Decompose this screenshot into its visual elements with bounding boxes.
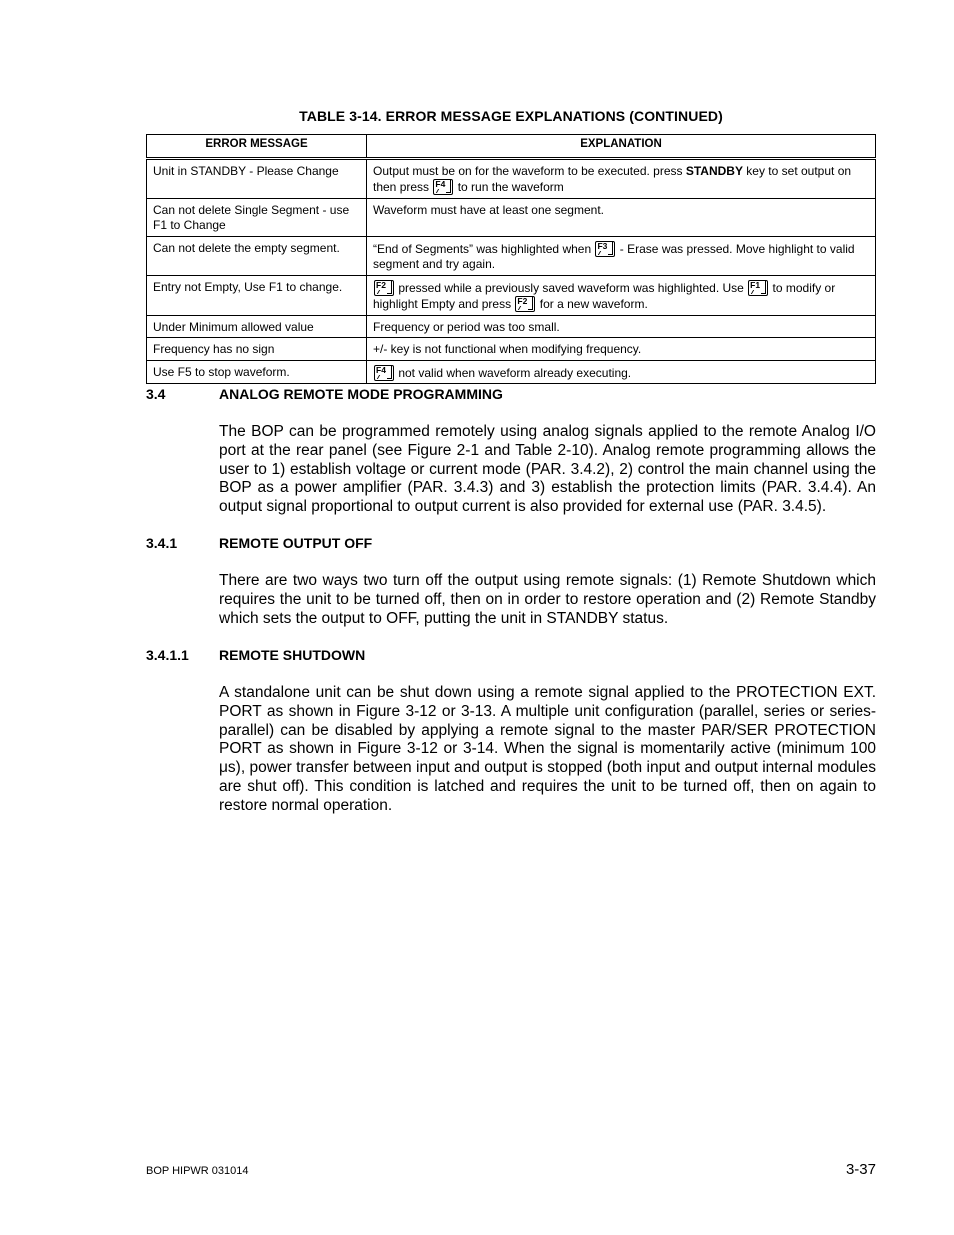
- f2-key-icon: [374, 280, 394, 296]
- section-title: REMOTE SHUTDOWN: [219, 647, 366, 663]
- error-message-cell: Unit in STANDBY - Please Change: [147, 158, 367, 198]
- key-label: F2: [376, 279, 386, 290]
- explanation-text: not valid when waveform already executing.: [395, 365, 632, 380]
- section-paragraph: The BOP can be programmed remotely using analog signals applied to the remote Analog I/O port at the rear panel (see Figure 2-1 and Table 2-10). Analog remote programming allows the user to 1) establish voltage or current mode (PAR. 3.4.2), 2) control the main channel using the BOP as a power amplifier (PAR. 3.4.3) and 3) establish the protection limits (PAR. 3.4.4). An output signal proportional to output current is also provided for external use (PAR. 3.4.5).: [219, 423, 876, 516]
- table-row: [147, 360, 876, 384]
- key-label: F3: [597, 240, 608, 251]
- error-message-table: [146, 134, 876, 384]
- explanation-cell: Frequency or period was too small.: [367, 315, 876, 338]
- f3-key-icon: [595, 241, 615, 257]
- header-error-message: ERROR MESSAGE: [147, 135, 367, 159]
- explanation-text: Output must be on for the waveform to be executed. press: [373, 163, 686, 178]
- error-message-cell: Use F5 to stop waveform.: [147, 360, 367, 384]
- explanation-text: for a new waveform.: [536, 297, 648, 311]
- key-label: F4: [435, 179, 446, 189]
- key-label: F1: [750, 279, 761, 290]
- table-row: [147, 315, 876, 338]
- error-message-cell: Frequency has no sign: [147, 338, 367, 361]
- explanation-cell: [367, 158, 876, 198]
- section-number: 3.4.1: [146, 535, 178, 551]
- explanation-text: key to set output on then press: [373, 163, 852, 194]
- explanation-cell: +/- key is not functional when modifying frequency.: [367, 338, 876, 361]
- error-message-cell: Under Minimum allowed value: [147, 315, 367, 338]
- error-message-cell: Can not delete Single Segment - use F1 to Change: [147, 198, 367, 236]
- section-title: REMOTE OUTPUT OFF: [219, 535, 373, 551]
- explanation-text: - Erase was pressed. Move highlight to valid segment and try again.: [373, 241, 855, 271]
- section-title: ANALOG REMOTE MODE PROGRAMMING: [219, 386, 503, 402]
- table-row: [147, 338, 876, 361]
- section-number: 3.4.1.1: [146, 647, 189, 663]
- explanation-cell: [367, 236, 876, 275]
- f4-key-icon: [374, 365, 394, 381]
- table-row: [147, 236, 876, 275]
- explanation-text: “End of Segments” was highlighted when: [373, 241, 595, 256]
- table-row: [147, 275, 876, 315]
- footer-page-number: 3-37: [845, 1161, 876, 1178]
- f4-key-icon: [433, 179, 453, 195]
- key-label: F4: [376, 364, 386, 375]
- standby-key-text: STANDBY: [685, 163, 743, 178]
- section-number: 3.4: [146, 386, 166, 402]
- f2-key-icon: [515, 296, 535, 312]
- table-title: TABLE 3-14. ERROR MESSAGE EXPLANATIONS (CONTINUED): [299, 108, 723, 124]
- explanation-cell: [367, 275, 876, 315]
- explanation-text: pressed while a previously saved waveform was highlighted. Use: [395, 280, 748, 295]
- explanation-text: to modify or highlight Empty and press: [373, 280, 836, 311]
- section-paragraph: There are two ways two turn off the output using remote signals: (1) Remote Shutdown which requires the unit to be turned off, then on in order to restore operation and (2) Remote Standby which sets the output to OFF, putting the unit in STANDBY status.: [219, 572, 876, 627]
- section-paragraph: A standalone unit can be shut down using a remote signal applied to the PROTECTION EXT. PORT as shown in Figure 3-12 or 3-13. A multiple unit configuration (parallel, series or series-parallel) can be disabled by applying a remote signal to the master PAR/SER PROTECTION PORT as shown in Figure 3-12 or 3-14. When the signal is momentarily active (minimum 100 μs), power transfer between input and output is stopped (both input and output internal modules are shut off). This condition is latched and requires the unit to be turned off, then on again to restore normal operation.: [219, 684, 876, 814]
- header-explanation: EXPLANATION: [367, 135, 876, 159]
- f1-key-icon: [748, 280, 768, 296]
- footer-document-id: BOP HIPWR 031014: [146, 1165, 249, 1177]
- error-message-cell: Entry not Empty, Use F1 to change.: [147, 275, 367, 315]
- error-message-cell: Can not delete the empty segment.: [147, 236, 367, 275]
- explanation-text: to run the waveform: [454, 180, 564, 194]
- key-label: F2: [517, 296, 528, 306]
- table-header-row: [147, 135, 876, 159]
- table-row: [147, 198, 876, 236]
- explanation-cell: [367, 360, 876, 384]
- explanation-cell: Waveform must have at least one segment.: [367, 198, 876, 236]
- table-row: [147, 158, 876, 198]
